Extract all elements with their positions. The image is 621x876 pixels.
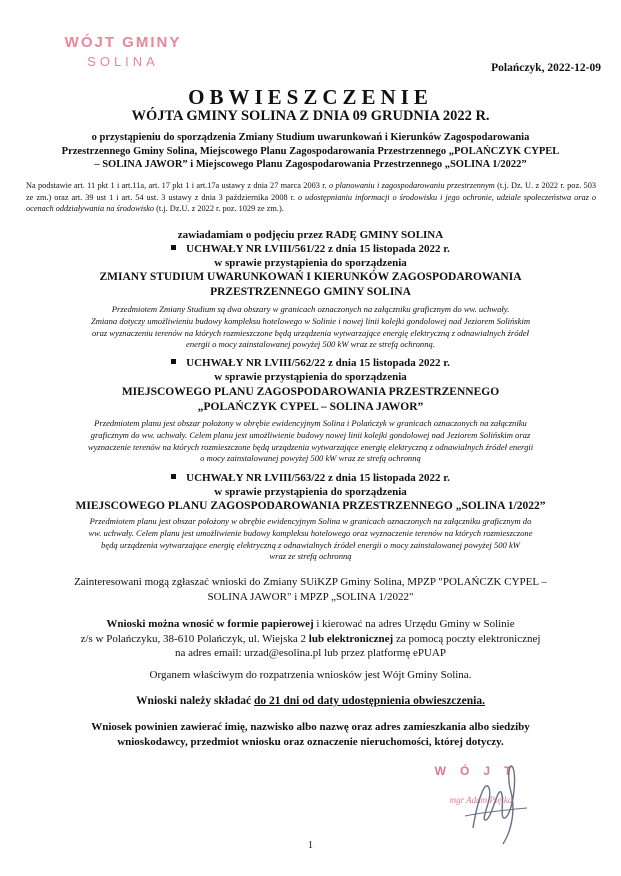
legal-part: (t.j. Dz. U. z 2022 r. poz. 503 ze zm.) oraz art. 39 ust 1 i art. 54 ust. 3 ustawy z dnia 3 października 2008 r.: [26, 181, 596, 202]
intro-line: – SOLINA JAWOR” i Miejscowego Planu Zagospodarowania Przestrzennego „SOLINA 1/2022”: [94, 159, 527, 170]
resolution-description: Przedmiotem planu jest obszar położony w obrębie ewidencyjnym Solina i Polańczyk w granicach oznaczonych na załączniku graficznym do ww. uchwały. Celem planu jest umożliwienie budowy nowej linii kolejki gondolowej nad Jeziorem Solińskim oraz wyznaczenie terenów na których rozmieszczone będą urządzenia wytwarzające energię elektryczną z odnawialnych źródeł energii o mocy zainstalowanej powyżej 500 kW wraz ze strefą ochronną: [87, 418, 534, 464]
resolution-purpose: w sprawie przystąpienia do sporządzenia: [214, 371, 407, 383]
intro-line: Przestrzennego Gminy Solina, Miejscowego Planu Zagospodarowania Przestrzennego „POLAŃCZYK CYPEL: [61, 145, 560, 157]
stamp-subtitle: SOLINA: [87, 54, 159, 69]
resolution-description: Przedmiotem planu jest obszar położony w obrębie ewidencyjnym Solina w granicach oznaczonych na załączniku graficznym do ww. uchwały. Celem planu jest umożliwienie budowy kompleksu hotelowego oraz wyznaczenie terenów na których rozmieszczone będą urządzenia wytwarzające energię elektryczną z odnawialnych źródeł energii o mocy zainstalowanej powyżej 500 kW wraz ze strefą ochronną: [88, 516, 533, 562]
resolution-number: UCHWAŁY NR LVIII/562/22 z dnia 15 listopada 2022 r.: [20, 357, 601, 369]
submission-line: Wnioski można wnosić w formie papierowej i kierować na adres Urzędu Gminy w Solinie: [106, 618, 515, 630]
resolution-name: PRZESTRZENNEGO GMINY SOLINA: [210, 286, 411, 298]
page-number: 1: [308, 840, 313, 851]
legal-act-title: o udostępnianiu informacji o środowisku i jego ochronie, udziale społeczeństwa oraz o ocenach oddziaływania na środowisko: [26, 192, 596, 213]
place-date: Polańczyk, 2022-12-09: [491, 62, 601, 74]
resolution-purpose: w sprawie przystąpienia do sporządzenia: [214, 486, 407, 498]
legal-basis: [26, 180, 596, 215]
document-title: OBWIESZCZENIE: [188, 85, 433, 109]
inform-line: zawiadamiam o podjęciu przez RADĘ GMINY SOLINA: [177, 229, 444, 241]
bullet-square-icon: [171, 474, 176, 479]
legal-part: Na podstawie art. 11 pkt 1 i art.11a, art. 17 pkt 1 i art.17a ustawy z dnia 27 marca 2003 r.: [26, 181, 329, 190]
submission-text: [20, 617, 601, 661]
resolution-name: MIEJSCOWEGO PLANU ZAGOSPODAROWANIA PRZESTRZENNEGO „SOLINA 1/2022”: [75, 500, 546, 512]
resolution-purpose: w sprawie przystąpienia do sporządzenia: [214, 257, 407, 269]
submission-line: na adres email: urzad@esolina.pl lub przez platformę ePUAP: [175, 647, 446, 659]
resolution-number: UCHWAŁY NR LVIII/563/22 z dnia 15 listopada 2022 r.: [20, 472, 601, 484]
handwritten-signature: [455, 758, 535, 848]
legal-part: (t.j. Dz.U. z 2022 r. poz. 1029 ze zm.).: [154, 204, 284, 213]
resolution-name: ZMIANY STUDIUM UWARUNKOWAŃ I KIERUNKÓW ZAGOSPODAROWANIA: [99, 271, 522, 283]
bullet-square-icon: [171, 245, 176, 250]
deadline-underlined: do 21 dni od daty udostępnienia obwieszczenia.: [253, 695, 485, 707]
stamp-title: WÓJT GMINY: [64, 34, 182, 51]
signature-name: mgr Adam Piętka: [449, 795, 513, 805]
legal-act-title: o planowaniu i zagospodarowaniu przestrzennym: [328, 181, 495, 190]
resolution-name: „POLAŃCZYK CYPEL – SOLINA JAWOR”: [197, 401, 424, 413]
authority-text: Organem właściwym do rozpatrzenia wniosków jest Wójt Gminy Solina.: [149, 669, 472, 681]
intro-text: [20, 131, 601, 172]
resolution-description: Przedmiotem Zmiany Studium są dwa obszary w granicach oznaczonych na załączniku graficznym do ww. uchwały. Zmiana dotyczy umożliwieniu budowy kompleksu hotelowego w Solinie i nowej linii kolejki gondolowej nad Jeziorem Solińskim oraz wyznaczeniu terenów na których rozmieszczone będą urządzenia wytwarzające energię elektryczną z odnawialnych źródeł energii o mocy zainstalowanej powyżej 500 kW wraz ze strefą ochronną.: [90, 304, 531, 350]
resolution-name: MIEJSCOWEGO PLANU ZAGOSPODAROWANIA PRZESTRZENNEGO: [121, 386, 500, 398]
document-subtitle: WÓJTA GMINY SOLINA Z DNIA 09 GRUDNIA 2022 R.: [131, 108, 490, 124]
interested-text: Zainteresowani mogą zgłaszać wnioski do Zmiany SUiKZP Gminy Solina, MPZP "POLAŃCZK CYPEL – SOLINA JAWOR" i MPZP „SOLINA 1/2022": [74, 576, 547, 603]
requirements-text: Wniosek powinien zawierać imię, nazwisko albo nazwę oraz adres zamieszkania albo siedziby wnioskodawcy, przedmiot wniosku oraz oznaczenie nieruchomości, której dotyczy.: [91, 721, 530, 748]
signature-stamp-title: WÓJT: [434, 764, 526, 778]
deadline-text: Wnioski należy składać do 21 dni od daty udostępnienia obwieszczenia.: [136, 695, 485, 707]
resolution-number: UCHWAŁY NR LVIII/561/22 z dnia 15 listopada 2022 r.: [20, 243, 601, 255]
submission-line: z/s w Polańczyku, 38-610 Polańczyk, ul. Wiejska 2 lub elektronicznej za pomocą poczty elektronicznej: [80, 632, 541, 645]
intro-line: o przystąpieniu do sporządzenia Zmiany Studium uwarunkowań i Kierunków Zagospodarowania: [91, 132, 530, 143]
bullet-square-icon: [171, 359, 176, 364]
